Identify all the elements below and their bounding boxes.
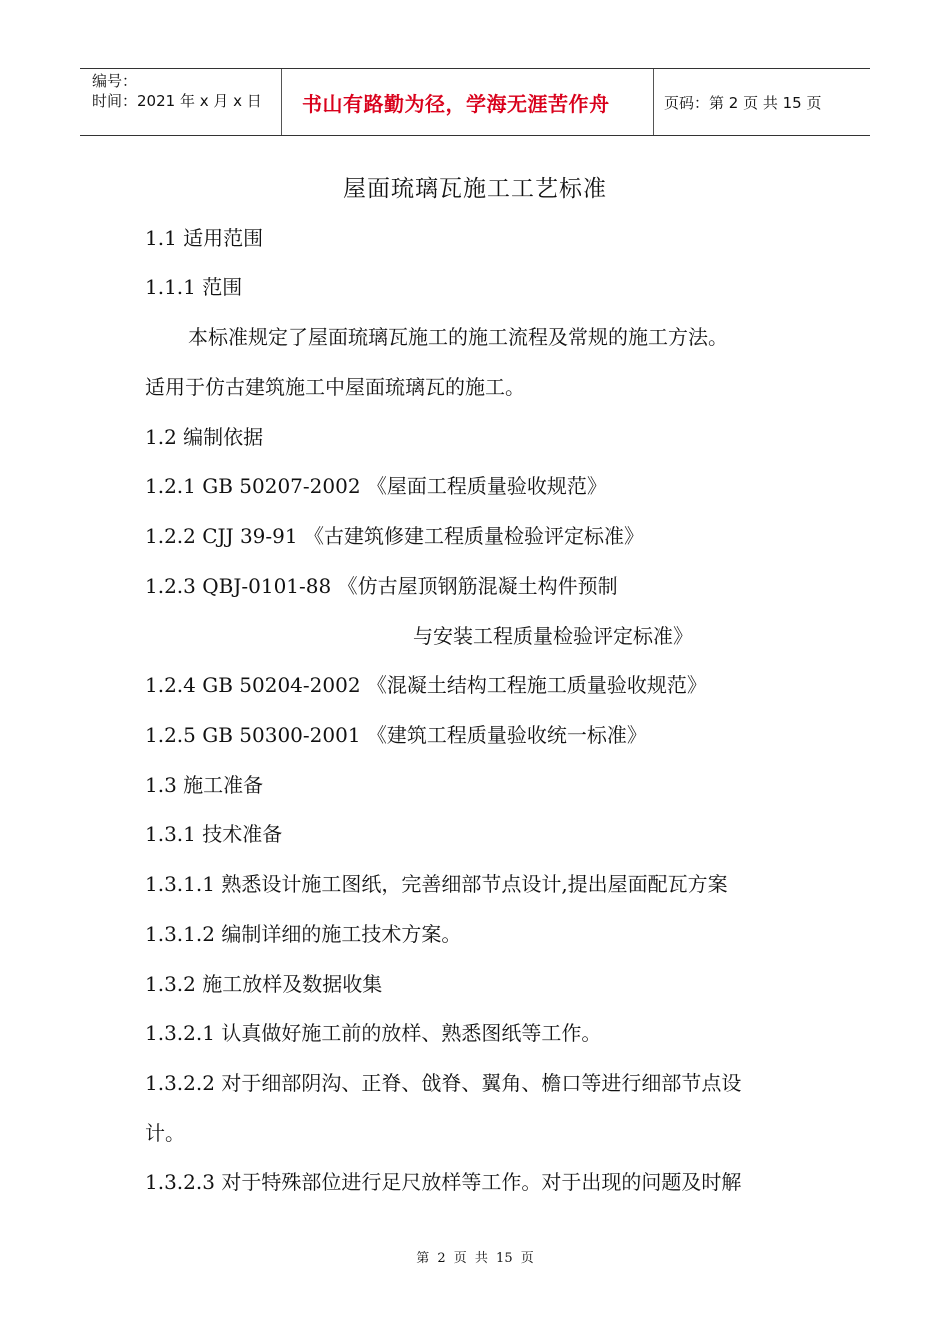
section-heading: 1.2 编制依据: [145, 425, 264, 449]
list-item-continued: 与安装工程质量检验评定标准》: [413, 624, 693, 648]
list-item: 1.3.2.3 对于特殊部位进行足尺放样等工作。对于出现的问题及时解: [145, 1170, 742, 1194]
list-item: 1.2.3 QBJ-0101-88 《仿古屋顶钢筋混凝土构件预制: [145, 574, 618, 598]
list-item: 1.2.5 GB 50300-2001 《建筑工程质量验收统一标准》: [145, 723, 647, 747]
subsection-heading: 1.3.1 技术准备: [145, 822, 283, 846]
header-page-info: 页码：第 2 页 共 15 页: [664, 93, 822, 112]
list-item: 1.2.1 GB 50207-2002 《屋面工程质量验收规范》: [145, 474, 607, 498]
subsection-heading: 1.1.1 范围: [145, 275, 243, 299]
section-heading: 1.3 施工准备: [145, 773, 264, 797]
list-item: 1.3.1.1 熟悉设计施工图纸，完善细部节点设计,提出屋面配瓦方案: [145, 872, 728, 896]
list-item: 1.3.1.2 编制详细的施工技术方案。: [145, 922, 462, 946]
document-title: 屋面琉璃瓦施工工艺标准: [343, 176, 607, 202]
page-header: [80, 68, 870, 136]
header-meta: [80, 69, 282, 135]
list-item: 1.2.4 GB 50204-2002 《混凝土结构工程施工质量验收规范》: [145, 673, 707, 697]
list-item-continued: 计。: [145, 1121, 185, 1145]
list-item: 1.3.2.2 对于细部阴沟、正脊、戗脊、翼角、檐口等进行细部节点设: [145, 1071, 742, 1095]
list-item: 1.2.2 CJJ 39-91 《古建筑修建工程质量检验评定标准》: [145, 524, 644, 548]
paragraph-text: 本标准规定了屋面琉璃瓦施工的施工流程及常规的施工方法。: [188, 325, 728, 349]
paragraph-text: 适用于仿古建筑施工中屋面琉璃瓦的施工。: [145, 375, 525, 399]
header-number: 编号：: [92, 72, 138, 90]
list-item: 1.3.2.1 认真做好施工前的放样、熟悉图纸等工作。: [145, 1021, 602, 1045]
section-heading: 1.1 适用范围: [145, 226, 264, 250]
header-motto: 书山有路勤为径，学海无涯苦作舟: [282, 69, 654, 135]
page-footer: 第 2 页 共 15 页: [416, 1251, 534, 1266]
header-time: 时间：2021 年 x 月 x 日: [92, 92, 262, 110]
subsection-heading: 1.3.2 施工放样及数据收集: [145, 972, 383, 996]
